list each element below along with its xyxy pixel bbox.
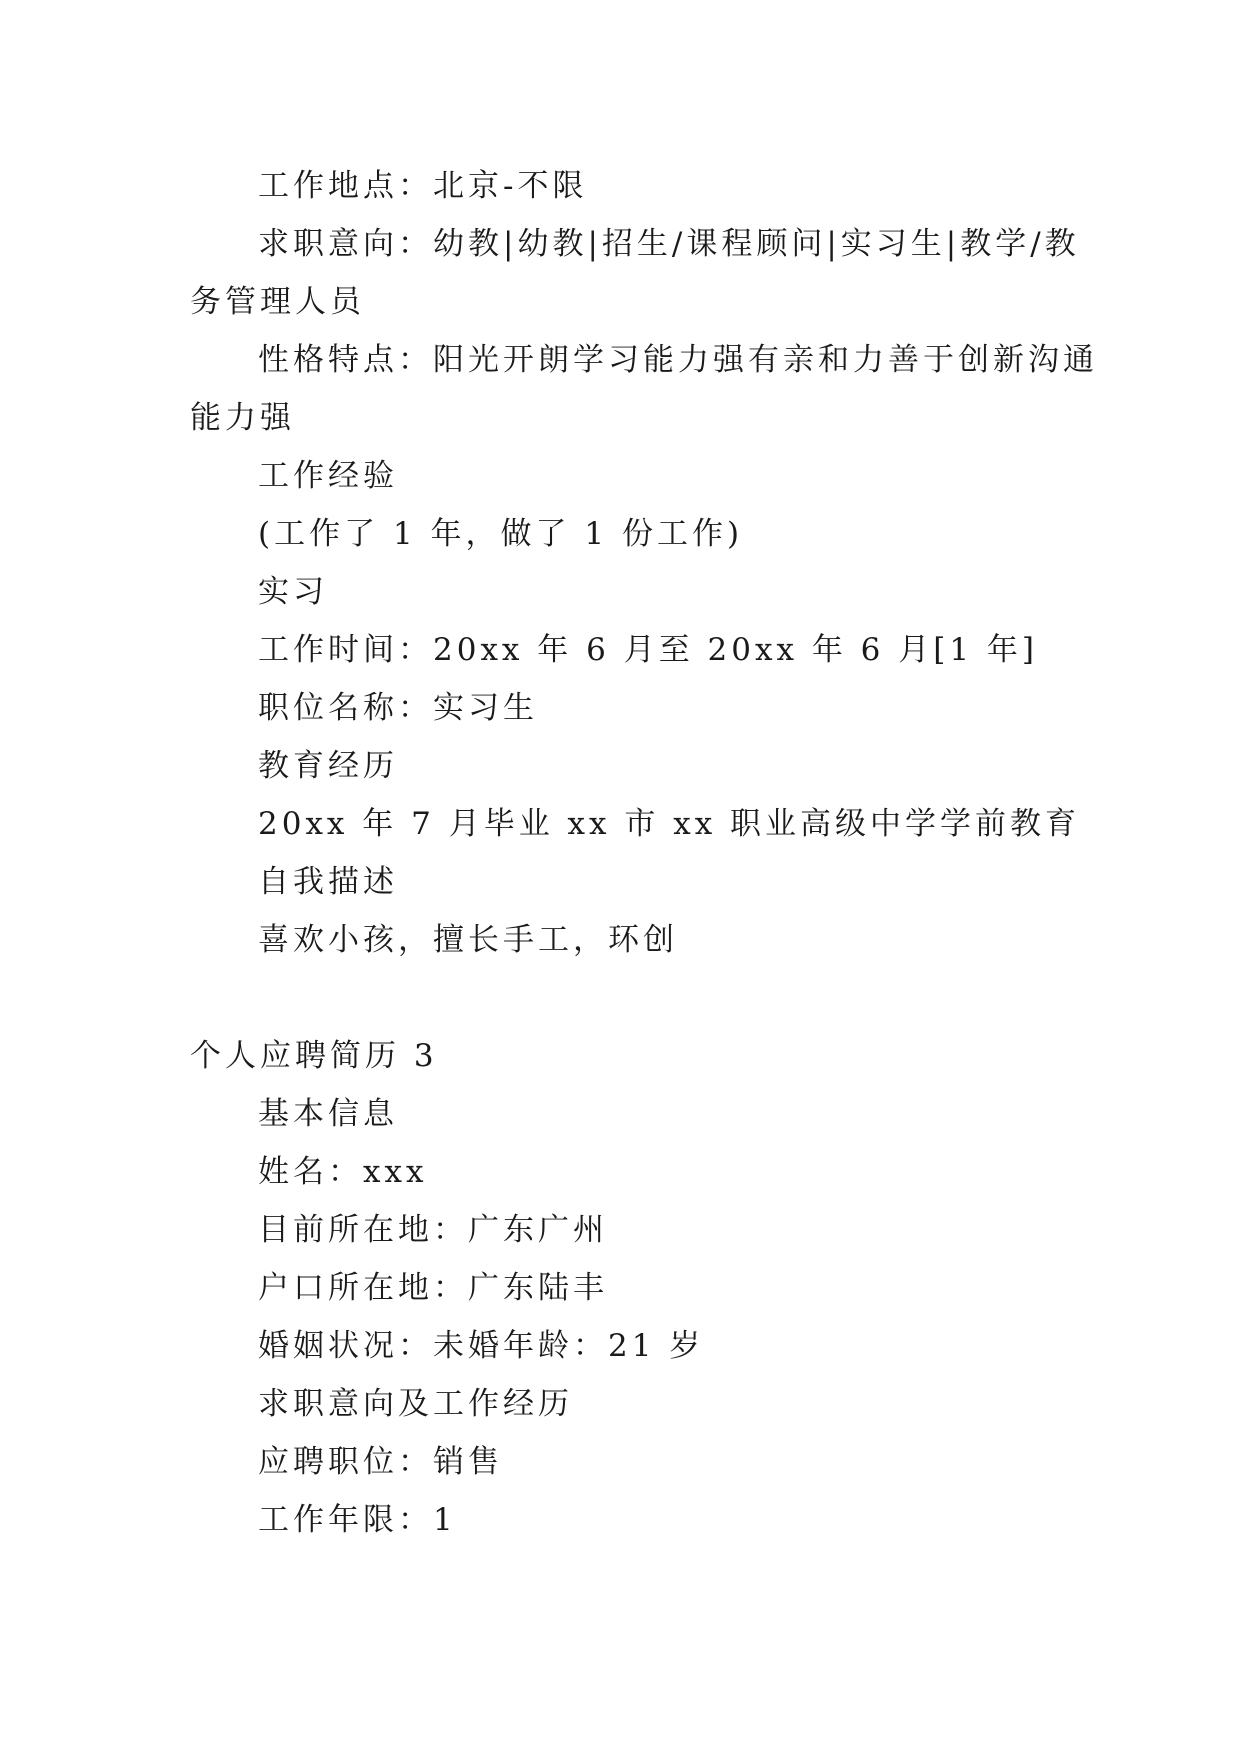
years-of-work-line: 工作年限：1 <box>258 1502 457 1538</box>
applied-position-line: 应聘职位：销售 <box>258 1444 503 1480</box>
work-experience-heading: 工作经验 <box>258 458 398 494</box>
name-line: 姓名：xxx <box>258 1154 428 1190</box>
self-description-line: 喜欢小孩，擅长手工，环创 <box>258 922 678 958</box>
job-intention-line: 求职意向：幼教|幼教|招生/课程顾问|实习生|教学/教 <box>258 226 1080 262</box>
resume-3-title: 个人应聘简历 3 <box>190 1038 438 1074</box>
job-intention-continuation: 务管理人员 <box>190 284 365 320</box>
work-period-line: 工作时间：20xx 年 6 月至 20xx 年 6 月[1 年] <box>258 632 1039 668</box>
job-intention-experience-heading: 求职意向及工作经历 <box>258 1386 573 1422</box>
personality-continuation: 能力强 <box>190 400 295 436</box>
internship-heading: 实习 <box>258 574 328 610</box>
personality-line: 性格特点：阳光开朗学习能力强有亲和力善于创新沟通 <box>258 342 1098 378</box>
education-heading: 教育经历 <box>258 748 398 784</box>
marital-age-line: 婚姻状况：未婚年龄：21 岁 <box>258 1328 705 1364</box>
household-registration-line: 户口所在地：广东陆丰 <box>258 1270 608 1306</box>
work-location-line: 工作地点：北京-不限 <box>258 168 588 204</box>
work-experience-summary: (工作了 1 年，做了 1 份工作) <box>258 516 744 552</box>
current-location-line: 目前所在地：广东广州 <box>258 1212 608 1248</box>
basic-info-heading: 基本信息 <box>258 1096 398 1132</box>
self-description-heading: 自我描述 <box>258 864 398 900</box>
education-line: 20xx 年 7 月毕业 xx 市 xx 职业高级中学学前教育 <box>258 806 1081 842</box>
position-title-line: 职位名称：实习生 <box>258 690 538 726</box>
